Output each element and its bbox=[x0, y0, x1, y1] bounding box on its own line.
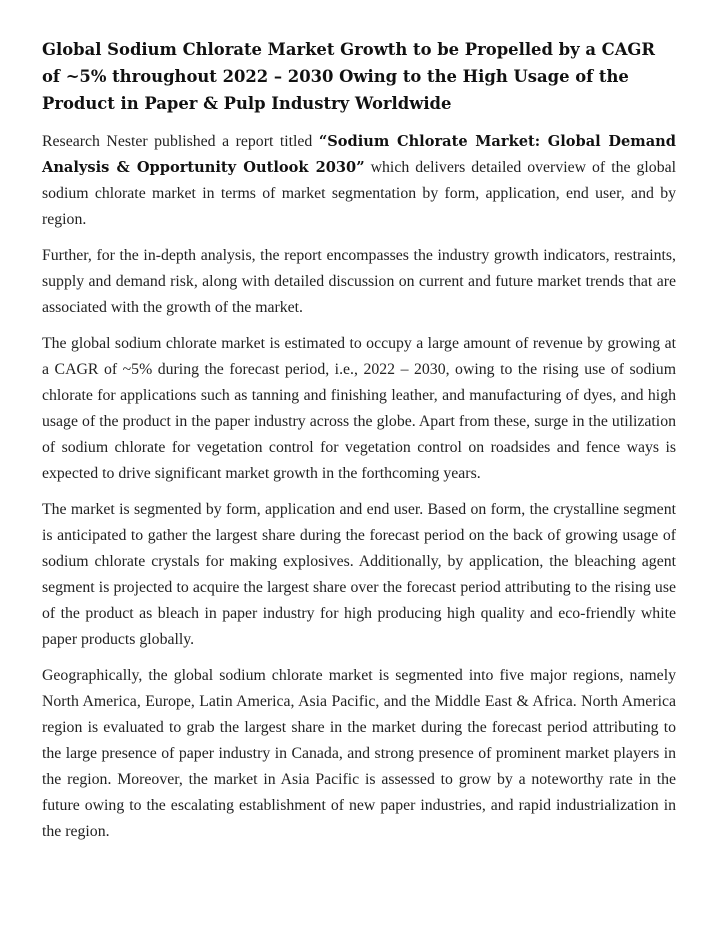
paragraph-segmentation: The market is segmented by form, application and end user. Based on form, the crystalline segment is anticipated to gather the largest share during the forecast period on the back of growing usage of sodium chlorate crystals for making explosives. Additionally, by application, the bleaching agent segment is projected to acquire the largest share over the forecast period attributing to the rising use of the product as bleach in paper industry for high producing high quality and eco-friendly white paper products globally. bbox=[42, 501, 676, 648]
intro-text-after: which delivers detailed overview of the global sodium chlorate market in terms of market segmentation by form, application, end user, and by region. bbox=[42, 159, 676, 228]
paragraph-market-growth: The global sodium chlorate market is estimated to occupy a large amount of revenue by growing at a CAGR of ~5% during the forecast period, i.e., 2022 – 2030, owing to the rising use of sodium chlorate for applications such as tanning and finishing leather, and manufacturing of dyes, and high usage of the product in the paper industry across the globe. Apart from these, surge in the utilization of sodium chlorate for vegetation control for vegetation control on roadsides and fence ways is expected to drive significant market growth in the forthcoming years. bbox=[42, 335, 676, 482]
document-title: Global Sodium Chlorate Market Growth to be Propelled by a CAGR of ~5% throughout 2022 – 2030 Owing to the High Usage of the Product in Paper & Pulp Industry Worldwide bbox=[42, 40, 656, 113]
paragraph-regional-analysis: Geographically, the global sodium chlorate market is segmented into five major regions, namely North America, Europe, Latin America, Asia Pacific, and the Middle East & Africa. North America region is evaluated to grab the largest share in the market during the forecast period attributing to the large presence of paper industry in Canada, and strong presence of prominent market players in the region. Moreover, the market in Asia Pacific is assessed to grow by a noteworthy rate in the future owing to the escalating establishment of new paper industries, and rapid industrialization in the region. bbox=[42, 667, 676, 840]
report-title: “Sodium Chlorate Market: Global Demand Analysis & Opportunity Outlook 2030” bbox=[42, 133, 676, 176]
intro-text-before: Research Nester published a report titled bbox=[42, 133, 319, 150]
document-page bbox=[42, 36, 676, 855]
paragraph-analysis-scope: Further, for the in-depth analysis, the report encompasses the industry growth indicators, restraints, supply and demand risk, along with detailed discussion on current and future market trends that are associated with the growth of the market. bbox=[42, 247, 676, 316]
intro-paragraph bbox=[42, 129, 676, 233]
